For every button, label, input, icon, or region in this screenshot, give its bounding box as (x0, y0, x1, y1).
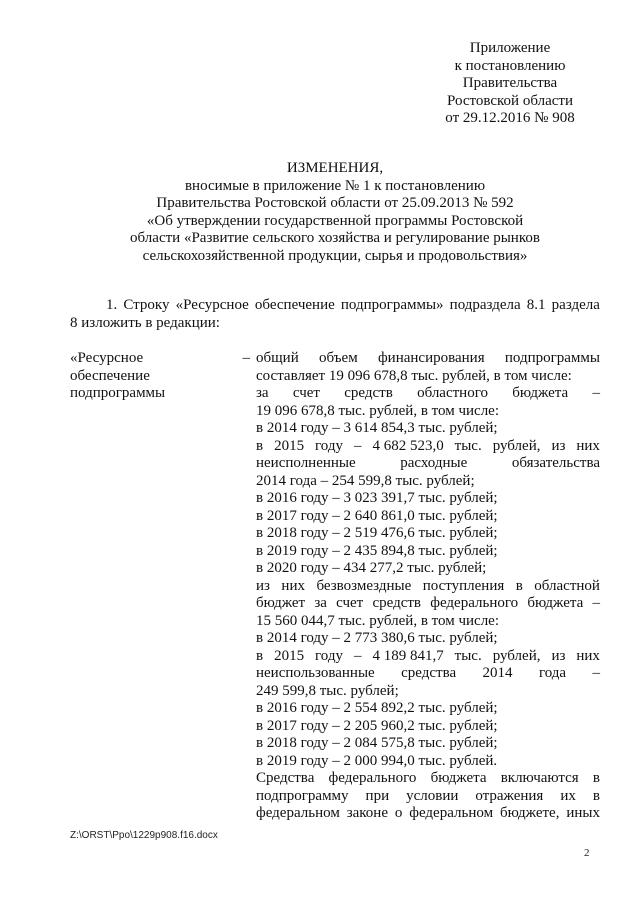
word: – (592, 385, 600, 401)
text-line (256, 455, 600, 473)
text-line: в 2016 году – 2 554 892,2 тыс. рублей; (256, 700, 498, 716)
title-heading: ИЗМЕНЕНИЯ, (286, 160, 384, 176)
text-line (256, 648, 600, 666)
word: законе (346, 805, 388, 821)
word: – (353, 437, 362, 454)
word: 2014 (482, 665, 513, 681)
file-path-footer: Z:\ORST\Ppo\1229p908.f16.docx (70, 830, 218, 841)
word: областного (417, 385, 488, 401)
word: о (394, 805, 403, 821)
text-line: в 2016 году – 3 023 391,7 тыс. рублей; (256, 490, 498, 506)
word: года (538, 665, 567, 681)
intro-paragraph (70, 297, 600, 332)
word: подпрограммы» (340, 297, 444, 313)
word: – (592, 665, 600, 681)
text-line: в 2014 году – 2 773 380,6 тыс. рублей; (256, 630, 498, 646)
label-dash: – (242, 350, 250, 366)
intro-line (70, 297, 600, 315)
text-line: 19 096 678,8 тыс. рублей, в том числе: (256, 402, 500, 419)
word: их (560, 787, 576, 804)
word: средства (401, 665, 457, 681)
word: счет (292, 385, 320, 401)
word: раздела (551, 297, 600, 313)
word: – (353, 647, 362, 664)
word: тыс. (454, 437, 482, 454)
word: поступления (422, 577, 505, 594)
word: средств (344, 385, 393, 401)
word: отражения (475, 787, 544, 804)
header-line: Ростовской области (447, 92, 573, 109)
word: Средства (256, 770, 315, 786)
text-line: в 2017 году – 2 640 861,0 тыс. рублей; (256, 507, 498, 524)
word: расходные (400, 455, 468, 471)
word: неисполненные (256, 455, 356, 471)
word: в (256, 647, 264, 664)
word: бюджета (527, 595, 584, 611)
word: 8.1 (526, 297, 546, 313)
word: областной (534, 577, 600, 594)
title-line: «Об утверждении государственной программы Ростовской (146, 212, 524, 229)
word: безвозмездные (316, 577, 412, 594)
word: бюджета (512, 385, 569, 401)
word: 4 189 841,7 (372, 647, 444, 664)
page-number: 2 (584, 847, 590, 859)
word: федеральном (409, 805, 494, 821)
text-line: составляет 19 096 678,8 тыс. рублей, в том числе: (256, 367, 572, 384)
word: из (256, 577, 270, 594)
word: «Ресурсное (175, 297, 249, 313)
header-line: Правительства (462, 75, 558, 91)
word: при (365, 787, 390, 804)
word: счет (336, 595, 364, 611)
word: за (256, 385, 269, 401)
text-line (256, 438, 600, 456)
word: обязательства (511, 455, 600, 471)
word: федеральном (256, 805, 340, 821)
word: федерального (328, 770, 417, 786)
word: 2015 (274, 647, 305, 664)
word: финансирования (377, 350, 485, 366)
title-line: Правительства Ростовской области от 25.09.2013 № 592 (156, 195, 514, 211)
word: за (314, 595, 327, 611)
resource-label: обеспечение (70, 367, 150, 384)
word: обеспечение (254, 297, 335, 313)
text-line (256, 385, 600, 403)
text-line: 249 599,8 тыс. рублей; (256, 682, 399, 699)
text-line: 15 560 044,7 тыс. рублей, в том числе: (256, 612, 500, 629)
resource-label: «Ресурсное (70, 350, 144, 366)
word: в (592, 787, 600, 804)
intro-line: 8 изложить в редакции: (70, 314, 220, 331)
title-line: сельскохозяйственной продукции, сырья и продовольствия» (142, 247, 528, 264)
word: в (256, 437, 264, 454)
word: рублей, (492, 647, 541, 664)
word: 4 682 523,0 (372, 437, 444, 454)
word: условии (406, 787, 459, 804)
resource-label-column (70, 350, 250, 403)
text-line: 2014 года – 254 599,8 тыс. рублей; (256, 472, 475, 489)
word: объем (319, 350, 358, 366)
word: из (551, 647, 566, 664)
word: федерального (430, 595, 519, 611)
text-line: в 2017 году – 2 205 960,2 тыс. рублей; (256, 717, 498, 734)
word: в (515, 577, 523, 594)
text-line: в 2019 году – 2 435 894,8 тыс. рублей; (256, 542, 498, 559)
header-line: от 29.12.2016 № 908 (445, 110, 575, 126)
text-line: в 2020 году – 434 277,2 тыс. рублей; (256, 560, 487, 576)
word: общий (256, 350, 299, 366)
word: подпрограммы (504, 350, 600, 366)
word: включаются (500, 770, 579, 786)
word: – (592, 595, 600, 611)
word: иных (566, 805, 600, 821)
word: тыс. (454, 647, 482, 664)
text-line (256, 770, 600, 788)
word: них (576, 437, 600, 454)
text-line (256, 350, 600, 368)
text-line: в 2014 году – 3 614 854,3 тыс. рублей; (256, 420, 498, 436)
word: подпрограмму (256, 787, 349, 804)
header-line: Приложение (469, 40, 551, 56)
word: Строку (123, 297, 170, 313)
word: подраздела (449, 297, 521, 313)
word: бюджета (430, 770, 487, 786)
word: году (315, 437, 344, 454)
text-line (256, 665, 600, 683)
text-line (256, 578, 600, 596)
word: средств (372, 595, 422, 611)
text-line: в 2019 году – 2 000 994,0 тыс. рублей. (256, 752, 498, 769)
word: бюджете, (499, 805, 560, 821)
title-line: вносимые в приложение № 1 к постановлению (184, 177, 486, 194)
text-line (256, 805, 600, 823)
word: 1. (106, 297, 118, 313)
word: них (576, 647, 600, 664)
text-line (256, 788, 600, 806)
word: в (592, 770, 600, 786)
header-line: к постановлению (454, 57, 566, 74)
text-line: в 2018 году – 2 084 575,8 тыс. рублей; (256, 735, 498, 751)
word: из (551, 437, 566, 454)
word: рублей, (492, 437, 541, 454)
resource-text-column (256, 350, 600, 823)
word: бюджет (256, 595, 306, 611)
word: неиспользованные (256, 665, 375, 681)
approval-header (410, 40, 610, 128)
text-line: в 2018 году – 2 519 476,6 тыс. рублей; (256, 525, 498, 541)
word: них (281, 577, 305, 594)
word: году (315, 647, 344, 664)
title-line: области «Развитие сельского хозяйства и регулирование рынков (130, 230, 540, 246)
word: 2015 (274, 437, 305, 454)
resource-label: подпрограммы (70, 385, 166, 401)
text-line (256, 595, 600, 613)
document-title (100, 160, 570, 265)
